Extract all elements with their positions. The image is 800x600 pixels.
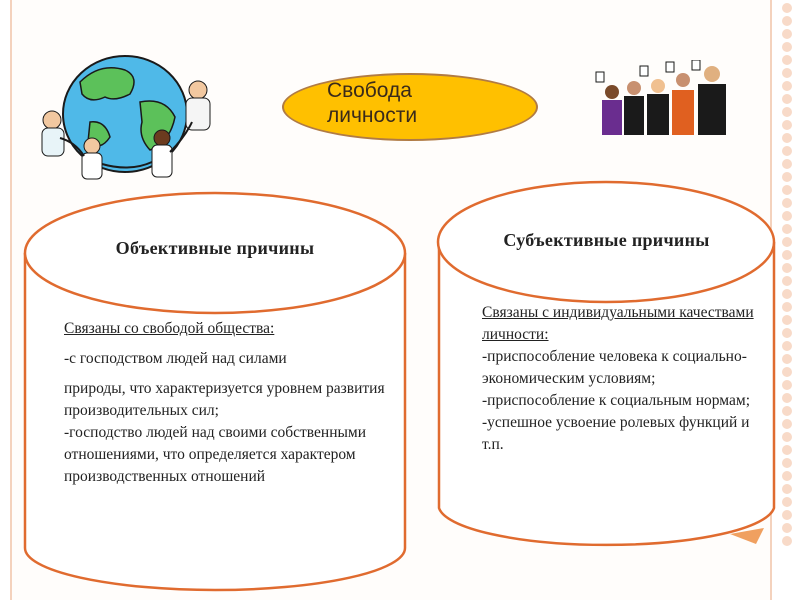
list-item: -приспособление к социальным нормам;	[482, 392, 750, 409]
audience-with-signs-icon	[592, 60, 752, 140]
objective-heading: Объективные причины	[115, 238, 315, 258]
list-item: -успешное усвоение ролевых функций и т.п.	[482, 414, 750, 453]
slide-title: Свобода личности	[327, 79, 418, 127]
subjective-body	[482, 302, 762, 456]
objective-cylinder	[20, 188, 410, 598]
list-item: -с господством людей над силами	[64, 350, 287, 367]
list-item: природы, что характеризуется уровнем развития производительных сил;	[64, 380, 385, 419]
list-item: -господство людей над своими собственными отношениями, что определяется характером производственных отношений	[64, 424, 367, 485]
subjective-heading: Субъективные причины	[503, 230, 710, 250]
list-item: -приспособление человека к социально-экономическим условиям;	[482, 348, 747, 387]
objective-intro: Связаны со свободой общества:	[64, 320, 275, 337]
decorative-dots	[776, 0, 798, 600]
subjective-intro: Связаны с индивидуальными качествами личности:	[482, 304, 754, 343]
globe-people-icon	[20, 42, 225, 182]
subjective-cylinder	[434, 178, 779, 558]
objective-body	[64, 318, 394, 488]
